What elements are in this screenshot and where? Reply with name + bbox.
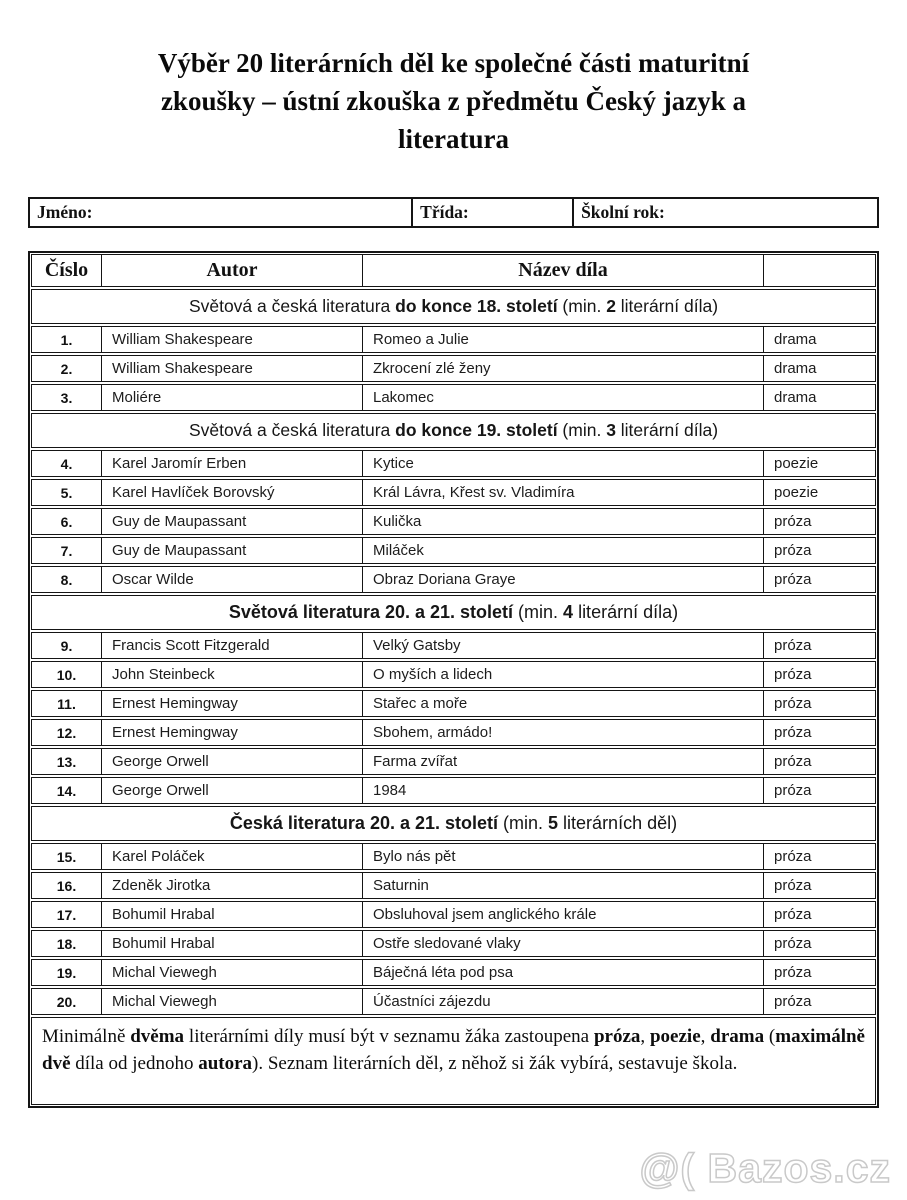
bold-text: do konce 18. století (395, 296, 558, 316)
bold-text: 5 (548, 813, 559, 833)
table-row (31, 537, 876, 564)
section-heading-2 (31, 413, 876, 448)
row-number: 6. (60, 513, 73, 530)
text: literární díla) (615, 420, 719, 440)
text: , (640, 1026, 650, 1047)
text: (min. (557, 420, 607, 440)
section-heading-1 (31, 289, 876, 324)
table-row (31, 901, 876, 928)
author-cell: Oscar Wilde (101, 567, 362, 592)
text: literárních děl) (558, 813, 678, 833)
text: (min. (513, 602, 564, 622)
row-number: 4. (60, 455, 73, 472)
text: Minimálně (42, 1026, 131, 1047)
name-field (30, 199, 411, 226)
title-cell: Saturnin (362, 873, 763, 898)
table-row (31, 690, 876, 717)
text: literárními díly musí být v seznamu žáka zastoupena (184, 1026, 594, 1047)
text: díla od jednoho (70, 1053, 199, 1074)
school-year-field (572, 199, 877, 226)
title-cell: Účastníci zájezdu (362, 989, 763, 1014)
author-cell: Zdeněk Jirotka (101, 873, 362, 898)
text: ( (764, 1026, 776, 1047)
author-cell: Karel Poláček (101, 844, 362, 869)
genre-cell: próza (763, 633, 875, 658)
row-number: 2. (60, 360, 73, 377)
row-number: 8. (60, 571, 73, 588)
rules-note (31, 1017, 876, 1105)
text: (min. (498, 813, 549, 833)
row-number: 9. (60, 637, 73, 654)
title-cell: Obsluhoval jsem anglického krále (362, 902, 763, 927)
title-cell: Ostře sledované vlaky (362, 931, 763, 956)
text: Světová a česká literatura (188, 420, 396, 440)
bold-text: drama (710, 1026, 765, 1047)
title-cell: Stařec a moře (362, 691, 763, 716)
row-number: 3. (60, 389, 73, 406)
bold-text: Světová literatura 20. a 21. století (228, 602, 514, 622)
row-number: 18. (56, 935, 77, 952)
title-cell: Obraz Doriana Graye (362, 567, 763, 592)
genre-cell: próza (763, 902, 875, 927)
bold-text: próza (593, 1026, 641, 1047)
row-number: 17. (56, 906, 77, 923)
row-number: 14. (56, 782, 77, 799)
title-cell: Lakomec (362, 385, 763, 410)
bold-text: maximálně dvě (42, 1026, 865, 1074)
bold-text: autora (198, 1053, 253, 1074)
row-number: 5. (60, 484, 73, 501)
text: (min. (557, 296, 607, 316)
author-cell: Guy de Maupassant (101, 538, 362, 563)
author-cell: Michal Viewegh (101, 960, 362, 985)
genre-cell: próza (763, 960, 875, 985)
text: ). Seznam literárních děl, z něhož si žák vybírá, sestavuje škola. (252, 1053, 738, 1074)
genre-cell: próza (763, 538, 875, 563)
row-number: 19. (56, 964, 77, 981)
genre-cell: próza (763, 989, 875, 1014)
author-cell: William Shakespeare (101, 356, 362, 381)
author-cell: Michal Viewegh (101, 989, 362, 1014)
page-title: Výběr 20 literárních děl ke společné části maturitní zkoušky – ústní zkouška z předmětu Český jazyk a literatura (157, 48, 750, 154)
table-row (31, 326, 876, 353)
author-cell: William Shakespeare (101, 327, 362, 352)
author-cell: Ernest Hemingway (101, 691, 362, 716)
author-cell: Bohumil Hrabal (101, 902, 362, 927)
table-row (31, 930, 876, 957)
title-cell: Miláček (362, 538, 763, 563)
row-number: 10. (56, 666, 77, 683)
title-cell: Velký Gatsby (362, 633, 763, 658)
author-cell: George Orwell (101, 749, 362, 774)
section-heading-4 (31, 806, 876, 841)
text: Světová a česká literatura (188, 296, 396, 316)
title-cell: Zkrocení zlé ženy (362, 356, 763, 381)
bold-text: do konce 19. století (395, 420, 558, 440)
table-row (31, 777, 876, 804)
title-cell: Kytice (362, 451, 763, 476)
row-number: 11. (57, 695, 76, 712)
column-header-title: Název díla (362, 255, 763, 286)
works-table (28, 251, 879, 1108)
table-row (31, 843, 876, 870)
title-cell: Bylo nás pět (362, 844, 763, 869)
row-number: 1. (60, 331, 73, 348)
author-cell: Karel Havlíček Borovský (101, 480, 362, 505)
column-header-author: Autor (101, 255, 362, 286)
row-number: 7. (60, 542, 73, 559)
genre-cell: próza (763, 873, 875, 898)
table-row (31, 384, 876, 411)
author-cell: Bohumil Hrabal (101, 931, 362, 956)
genre-cell: próza (763, 844, 875, 869)
student-info-box (28, 197, 879, 228)
table-row (31, 479, 876, 506)
section-heading-3 (31, 595, 876, 630)
text: literární díla) (573, 602, 679, 622)
author-cell: George Orwell (101, 778, 362, 803)
table-row (31, 508, 876, 535)
table-row (31, 661, 876, 688)
author-cell: Moliére (101, 385, 362, 410)
school-year-field-label: Školní rok: (581, 202, 665, 222)
title-cell: Romeo a Julie (362, 327, 763, 352)
text: , (700, 1026, 711, 1047)
title-cell: Báječná léta pod psa (362, 960, 763, 985)
genre-cell: próza (763, 720, 875, 745)
row-number: 20. (56, 993, 77, 1010)
author-cell: Ernest Hemingway (101, 720, 362, 745)
genre-cell: próza (763, 567, 875, 592)
column-header-number: Číslo (44, 259, 89, 281)
table-row (31, 450, 876, 477)
genre-cell: próza (763, 749, 875, 774)
bold-text: poezie (649, 1026, 701, 1047)
table-row (31, 988, 876, 1015)
table-row (31, 566, 876, 593)
genre-cell: poezie (763, 480, 875, 505)
genre-cell: próza (763, 778, 875, 803)
row-number: 16. (56, 877, 77, 894)
title-cell: 1984 (362, 778, 763, 803)
class-field-label: Třída: (420, 202, 469, 222)
title-cell: Kulička (362, 509, 763, 534)
author-cell: Karel Jaromír Erben (101, 451, 362, 476)
author-cell: Francis Scott Fitzgerald (101, 633, 362, 658)
table-header-row (31, 254, 876, 287)
row-number: 12. (56, 724, 77, 741)
class-field (411, 199, 572, 226)
genre-cell: próza (763, 931, 875, 956)
text: literární díla) (615, 296, 719, 316)
title-cell: Sbohem, armádo! (362, 720, 763, 745)
bold-text: 4 (563, 602, 574, 622)
genre-cell: próza (763, 691, 875, 716)
table-row (31, 959, 876, 986)
title-cell: O myších a lidech (362, 662, 763, 687)
bold-text: 2 (606, 296, 616, 316)
bazos-watermark-logo: @( Bazos.cz (639, 1145, 891, 1191)
row-number: 15. (56, 848, 77, 865)
table-row (31, 355, 876, 382)
genre-cell: drama (763, 385, 875, 410)
table-row (31, 872, 876, 899)
bold-text: 3 (606, 420, 616, 440)
author-cell: Guy de Maupassant (101, 509, 362, 534)
bold-text: Česká literatura 20. a 21. století (229, 813, 499, 833)
table-row (31, 719, 876, 746)
row-number: 13. (56, 753, 77, 770)
title-cell: Král Lávra, Křest sv. Vladimíra (362, 480, 763, 505)
genre-cell: drama (763, 327, 875, 352)
bold-text: dvěma (130, 1026, 185, 1047)
column-header-genre (763, 255, 875, 286)
title-cell: Farma zvířat (362, 749, 763, 774)
genre-cell: poezie (763, 451, 875, 476)
genre-cell: drama (763, 356, 875, 381)
genre-cell: próza (763, 662, 875, 687)
table-row (31, 632, 876, 659)
name-field-label: Jméno: (37, 202, 93, 222)
table-row (31, 748, 876, 775)
genre-cell: próza (763, 509, 875, 534)
author-cell: John Steinbeck (101, 662, 362, 687)
